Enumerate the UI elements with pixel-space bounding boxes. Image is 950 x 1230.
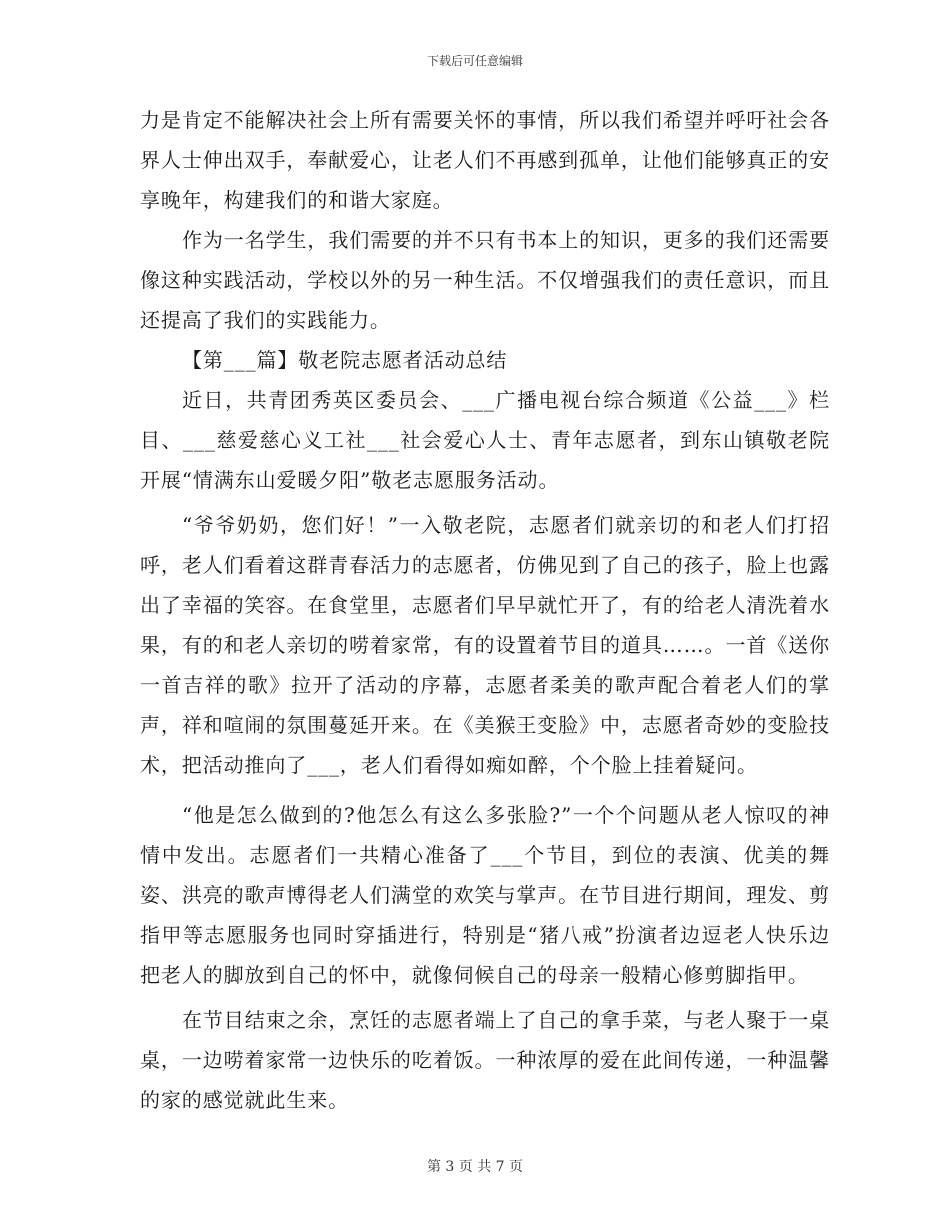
paragraph-intro: 近日，共青团秀英区委员会、___广播电视台综合频道《公益___》栏目、___慈爱慈心义工社___社会爱心人士、青年志愿者，到东山镇敬老院开展“情满东山爱暖夕阳”敬老志愿服务活动。 bbox=[140, 388, 830, 492]
section-heading: 【第___篇】敬老院志愿者活动总结 bbox=[182, 348, 508, 372]
paragraph-greeting: “爷爷奶奶，您们好！”一入敬老院，志愿者们就亲切的和老人们打招呼，老人们看着这群青春活力的志愿者，仿佛见到了自己的孩子，脸上也露出了幸福的笑容。在食堂里，志愿者们早早就忙开了，有的给老人清洗着水果，有的和老人亲切的唠着家常，有的设置着节目的道具……。一首《送你一首吉祥的歌》拉开了活动的序幕，志愿者柔美的歌声配合着老人们的掌声，祥和喧闹的氛围蔓延开来。在《美猴王变脸》中，志愿者奇妙的变脸技术，把活动推向了___，老人们看得如痴如醉，个个脸上挂着疑问。 bbox=[140, 513, 830, 777]
document-body bbox=[140, 100, 830, 1120]
paragraph-student-reflection: 作为一名学生，我们需要的并不只有书本上的知识，更多的我们还需要像这种实践活动，学校以外的另一种生活。不仅增强我们的责任意识，而且还提高了我们的实践能力。 bbox=[140, 228, 830, 332]
paragraph-continuation: 力是肯定不能解决社会上所有需要关怀的事情，所以我们希望并呼吁社会各界人士伸出双手，奉献爱心，让老人们不再感到孤单，让他们能够真正的安享晚年，构建我们的和谐大家庭。 bbox=[140, 108, 830, 212]
paragraph-performance: “他是怎么做到的?他怎么有这么多张脸?”一个个问题从老人惊叹的神情中发出。志愿者们一共精心准备了___个节目，到位的表演、优美的舞姿、洪亮的歌声博得老人们满堂的欢笑与掌声。在节目进行期间，理发、剪指甲等志愿服务也同时穿插进行，特别是“猪八戒”扮演者边逗老人快乐边把老人的脚放到自己的怀中，就像伺候自己的母亲一般精心修剪脚指甲。 bbox=[140, 803, 830, 987]
page-header: 下载后可任意编辑 bbox=[426, 54, 523, 68]
paragraph-meal: 在节目结束之余，烹饪的志愿者端上了自己的拿手菜，与老人聚于一桌桌，一边唠着家常一边快乐的吃着饭。一种浓厚的爱在此间传递，一种温馨的家的感觉就此生来。 bbox=[140, 1008, 830, 1112]
page-footer: 第 3 页 共 7 页 bbox=[426, 1159, 524, 1175]
